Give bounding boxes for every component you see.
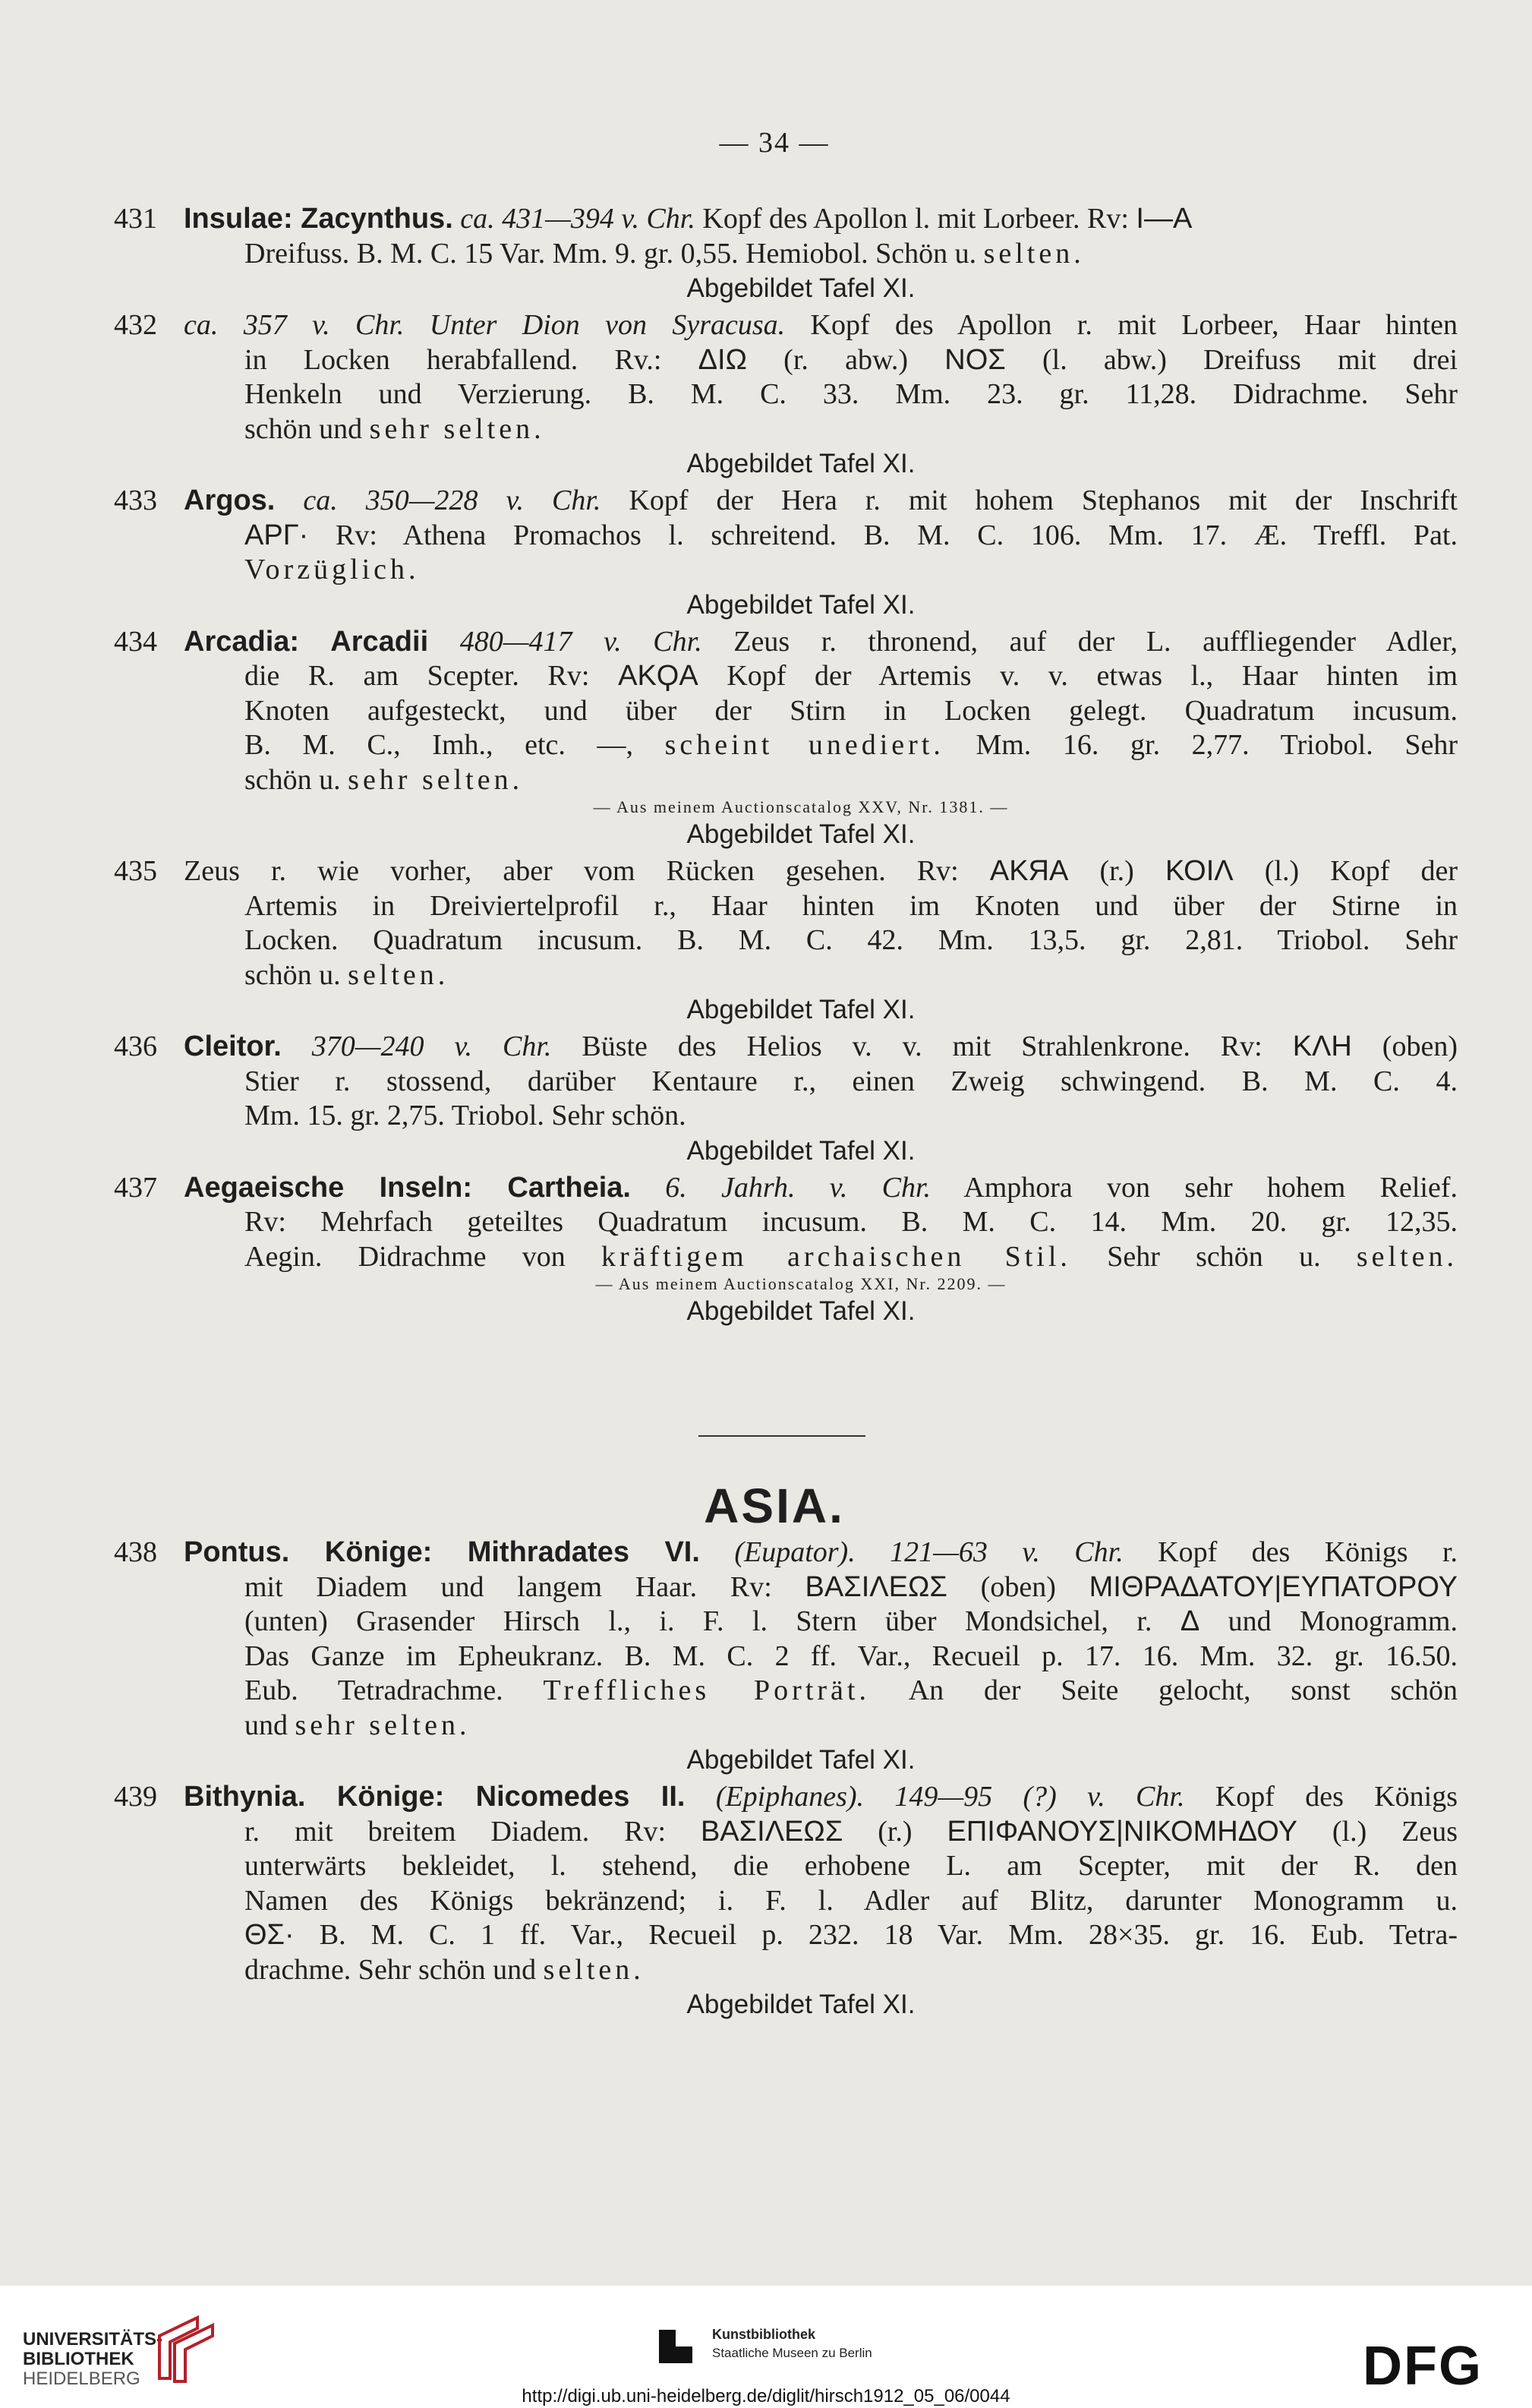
entry-text: Kopf des Königs r. (1123, 1536, 1458, 1568)
entry-text: (l. abw.) Dreifuss mit drei (1005, 343, 1458, 376)
entry-text: Kopf der Hera r. mit hohem Stephanos mit der Inschrift (601, 484, 1458, 516)
entry-text: kräftigem archaischen Stil. (601, 1240, 1071, 1273)
entry-line (114, 1570, 1458, 1605)
entry-text: Zeus r. wie vorher, aber vom Rücken gesehen. Rv: (184, 855, 990, 887)
entry-text: selten. (543, 1953, 645, 1986)
entry-line (114, 1815, 1458, 1850)
plate-reference: Abgebildet Tafel XI. (686, 1135, 916, 1166)
plate-reference: Abgebildet Tafel XI. (686, 589, 916, 620)
entry-text: (Epiphanes). 149—95 (?) v. Chr. (685, 1781, 1185, 1813)
entry-text: sehr selten. (348, 763, 524, 796)
section-title: ASIA. (704, 1479, 845, 1533)
uni-line-2: BIBLIOTHEK (23, 2349, 134, 2369)
coin-inscription: ΑΚϘΑ (618, 660, 698, 692)
entry-line (114, 694, 1458, 729)
entry-text: (unten) Grasender Hirsch l., i. F. l. Stern über Mondsichel, r. (244, 1605, 1181, 1637)
entry-line (114, 202, 1458, 237)
entry-text: Henkeln und Verzierung. B. M. C. 33. Mm. 23. gr. 11,28. Didrachme. Sehr (244, 378, 1458, 410)
entry-text: Dreifuss. B. M. C. 15 Var. Mm. 9. gr. 0,55. Hemiobol. Schön u. (244, 237, 984, 270)
entry-line (114, 1640, 1458, 1674)
entry-text: schön und (244, 412, 370, 445)
entry-line (114, 923, 1458, 958)
catalog-entry (114, 202, 1458, 305)
entry-text: B. M. C. 1 ff. Var., Recueil p. 232. 18 Var. Mm. 28×35. gr. 16. Eub. Tetra- (294, 1919, 1458, 1951)
entry-text: 480—417 v. Chr. (428, 625, 702, 658)
entry-text: ca. 350—228 v. Chr. (275, 484, 601, 516)
entry-text: sehr selten. (369, 412, 545, 445)
entry-text: Sehr schön u. (1070, 1240, 1357, 1273)
kunstbibliothek-icon (653, 2324, 706, 2369)
entry-text: Kopf der Artemis v. v. etwas l., Haar hinten im (698, 660, 1458, 692)
entry-number: 437 (114, 1171, 157, 1204)
entry-text: schön u. (244, 763, 348, 796)
uni-line-3: HEIDELBERG (23, 2369, 140, 2389)
entry-text: Kopf des Apollon l. mit Lorbeer. Rv: (695, 203, 1136, 235)
entry-number: 431 (114, 203, 157, 235)
entry-line (114, 1030, 1458, 1065)
entry-line (114, 958, 1458, 993)
entries-before-asia (114, 202, 1458, 1331)
kunstbibliothek-logo-text[interactable] (712, 2325, 872, 2362)
coin-inscription: ΒΑΣΙΛΕΩΣ (805, 1570, 947, 1603)
entry-text: An der Seite gelocht, sonst schön (869, 1674, 1458, 1706)
entry-number: 438 (114, 1536, 157, 1568)
entry-text: Das Ganze im Epheukranz. B. M. C. 2 ff. Var., Recueil p. 17. 16. Mm. 32. gr. 16.50. (244, 1640, 1458, 1672)
entry-line (114, 625, 1458, 660)
entry-line (114, 1849, 1458, 1884)
entry-line (114, 1709, 1458, 1744)
coin-inscription: ΜΙΘΡΑΔΑΤΟΥ|ΕΥΠΑΤΟΡΟΥ (1089, 1570, 1458, 1603)
coin-inscription: ΑΡΓ· (244, 519, 309, 551)
entry-text: drachme. Sehr schön und (244, 1953, 544, 1986)
entry-text: mit Diadem und langem Haar. Rv: (244, 1570, 805, 1603)
entry-heading: Arcadia: Arcadii (184, 625, 429, 658)
section-divider (698, 1435, 865, 1437)
entry-text: schön u. (244, 958, 348, 991)
entry-number: 433 (114, 484, 157, 516)
entry-text: in Locken herabfallend. Rv.: (244, 343, 698, 376)
catalog-entry (114, 1780, 1458, 2021)
entry-line (114, 1065, 1458, 1100)
entry-line (114, 553, 1458, 588)
entry-heading: Insulae: Zacynthus. (184, 203, 453, 235)
entry-text: und Monogramm. (1199, 1605, 1458, 1637)
plate-reference: Abgebildet Tafel XI. (686, 1745, 916, 1775)
entry-text: (r. abw.) (746, 343, 945, 376)
entry-text: Amphora von sehr hohem Relief. (931, 1171, 1458, 1204)
entry-text: und (244, 1709, 295, 1741)
entry-line (114, 412, 1458, 447)
coin-inscription: ΔΙΩ (698, 343, 747, 376)
entry-text: (l.) Zeus (1297, 1815, 1458, 1848)
page-number: — 34 — (719, 127, 830, 159)
entry-line (114, 1171, 1458, 1206)
entry-text: Rv: Athena Promachos l. schreitend. B. M. C. 106. Mm. 17. Æ. Treffl. Pat. (308, 519, 1458, 551)
university-library-icon (152, 2313, 220, 2383)
permalink-url[interactable]: http://digi.ub.uni-heidelberg.de/diglit/hirsch1912_05_06/0044 (522, 2386, 1010, 2406)
entry-number: 436 (114, 1030, 157, 1062)
entry-line (114, 1240, 1458, 1275)
entry-text: ca. 431—394 v. Chr. (452, 203, 695, 235)
catalog-entry (114, 625, 1458, 852)
entry-text: Aegin. Didrachme von (244, 1240, 602, 1273)
entry-line (114, 1953, 1458, 1988)
university-library-logo-text[interactable] (23, 2330, 162, 2389)
entry-line (114, 377, 1458, 412)
catalog-entry (114, 1535, 1458, 1777)
entry-line (114, 237, 1458, 272)
entry-text: Artemis in Dreiviertelprofil r., Haar hinten im Knoten und über der Stirne in (244, 889, 1458, 922)
entry-text: (oben) (947, 1570, 1089, 1603)
uni-line-1: UNIVERSITÄTS- (23, 2329, 163, 2350)
entry-text: Knoten aufgesteckt, und über der Stirn in Locken gelegt. Quadratum incusum. (244, 694, 1458, 727)
entry-text: (Eupator). 121—63 v. Chr. (699, 1536, 1124, 1568)
entry-line (114, 343, 1458, 378)
entry-line (114, 1205, 1458, 1240)
entry-text: selten. (983, 237, 1085, 270)
entry-text: B. M. C., Imh., etc. —, (244, 729, 665, 761)
catalog-entry (114, 1030, 1458, 1168)
entry-line (114, 763, 1458, 798)
entry-text: sehr selten. (295, 1709, 471, 1741)
plate-reference: Abgebildet Tafel XI. (686, 819, 916, 849)
entry-text: 6. Jahrh. v. Chr. (630, 1171, 931, 1204)
entry-line (114, 1918, 1458, 1953)
catalog-entry (114, 308, 1458, 481)
entry-text: unterwärts bekleidet, l. stehend, die erhobene L. am Scepter, mit der R. den (244, 1850, 1458, 1882)
coin-inscription: ΚΟΙΛ (1165, 855, 1234, 887)
entry-text: Locken. Quadratum incusum. B. M. C. 42. Mm. 13,5. gr. 2,81. Triobol. Sehr (244, 924, 1458, 956)
entry-text: 370—240 v. Chr. (281, 1030, 552, 1062)
catalog-entry (114, 1171, 1458, 1329)
entry-number: 434 (114, 625, 157, 658)
viewer-footer (0, 2286, 1532, 2408)
entry-line (114, 1099, 1458, 1134)
entry-text: Eub. Tetradrachme. (244, 1674, 544, 1706)
entry-text: Kopf des Apollon r. mit Lorbeer, Haar hinten (785, 309, 1458, 341)
entry-text: Zeus r. thronend, auf der L. auffliegender Adler, (701, 625, 1458, 658)
entry-line (114, 1605, 1458, 1640)
entry-line (114, 1884, 1458, 1919)
entry-line (114, 1780, 1458, 1815)
entry-heading: Bithynia. Könige: Nicomedes II. (184, 1781, 686, 1813)
kb-title: Kunstbibliothek (712, 2327, 815, 2342)
entry-text: (r.) (843, 1815, 947, 1848)
entry-line (114, 484, 1458, 519)
entry-heading: Aegaeische Inseln: Cartheia. (184, 1171, 631, 1204)
entry-text: Mm. 15. gr. 2,75. Triobol. Sehr schön. (244, 1100, 686, 1131)
entry-number: 439 (114, 1781, 157, 1813)
entry-text: Kopf des Königs (1184, 1781, 1458, 1813)
kb-subtitle: Staatliche Museen zu Berlin (712, 2346, 872, 2360)
entry-text: selten. (348, 958, 449, 991)
entry-text: selten. (1356, 1240, 1458, 1273)
entry-text: Rv: Mehrfach geteiltes Quadratum incusum. B. M. C. 14. Mm. 20. gr. 12,35. (244, 1206, 1458, 1238)
entry-number: 432 (114, 309, 157, 341)
coin-inscription: ΝΟΣ (944, 343, 1006, 376)
entry-line (114, 728, 1458, 763)
plate-reference: Abgebildet Tafel XI. (686, 273, 916, 303)
entry-text: Treffliches Porträt. (543, 1674, 870, 1706)
entry-text: scheint unediert. (664, 729, 944, 761)
catalog-entry (114, 854, 1458, 1027)
entry-line (114, 1674, 1458, 1709)
entry-heading: Pontus. Könige: Mithradates VI. (184, 1536, 700, 1568)
dfg-logo[interactable]: DFG (1363, 2336, 1483, 2397)
coin-inscription: ΚΛΗ (1292, 1030, 1352, 1062)
catalog-entry (114, 484, 1458, 622)
entry-line (114, 1535, 1458, 1570)
entry-line (114, 889, 1458, 924)
plate-reference: Abgebildet Tafel XI. (686, 1296, 916, 1326)
entry-text: Namen des Königs bekränzend; i. F. l. Adler auf Blitz, darunter Monogramm u. (244, 1884, 1458, 1917)
entry-line (114, 519, 1458, 554)
entries-asia (114, 1535, 1458, 2025)
entry-text: Vorzüglich. (244, 554, 420, 585)
entry-text: Mm. 16. gr. 2,77. Triobol. Sehr (944, 729, 1458, 761)
entry-line (114, 854, 1458, 889)
entry-heading: Argos. (184, 484, 276, 516)
coin-inscription: Δ (1180, 1605, 1200, 1637)
entry-text: Stier r. stossend, darüber Kentaure r., einen Zweig schwingend. B. M. C. 4. (244, 1065, 1458, 1097)
coin-inscription: ΕΠΙΦΑΝΟΥΣ|ΝΙΚΟΜΗΔΟΥ (947, 1815, 1297, 1848)
plate-reference: Abgebildet Tafel XI. (686, 1990, 916, 2019)
plate-reference: Abgebildet Tafel XI. (686, 995, 916, 1024)
entry-text: Büste des Helios v. v. mit Strahlenkrone. Rv: (551, 1030, 1293, 1062)
entry-text: die R. am Scepter. Rv: (244, 660, 619, 692)
entry-number: 435 (114, 855, 157, 887)
entry-heading: Cleitor. (184, 1030, 282, 1062)
coin-inscription: ΑΚЯΑ (989, 855, 1069, 887)
entry-line (114, 308, 1458, 343)
entry-text: ca. 357 v. Chr. Unter Dion von Syracusa. (184, 309, 786, 341)
entry-line (114, 659, 1458, 694)
coin-inscription: ΒΑΣΙΛΕΩΣ (700, 1815, 843, 1848)
entry-text: (oben) (1351, 1030, 1458, 1062)
coin-inscription: I—A (1136, 203, 1193, 235)
entry-text: (r.) (1068, 855, 1165, 887)
plate-reference: Abgebildet Tafel XI. (686, 449, 916, 478)
provenance-note: — Aus meinem Auctionscatalog XXV, Nr. 1381. — (593, 797, 1009, 816)
coin-inscription: ΘΣ· (244, 1919, 295, 1951)
entry-text: (l.) Kopf der (1233, 855, 1458, 887)
entry-text: r. mit breitem Diadem. Rv: (244, 1815, 701, 1848)
provenance-note: — Aus meinem Auctionscatalog XXI, Nr. 2209. — (595, 1274, 1007, 1293)
